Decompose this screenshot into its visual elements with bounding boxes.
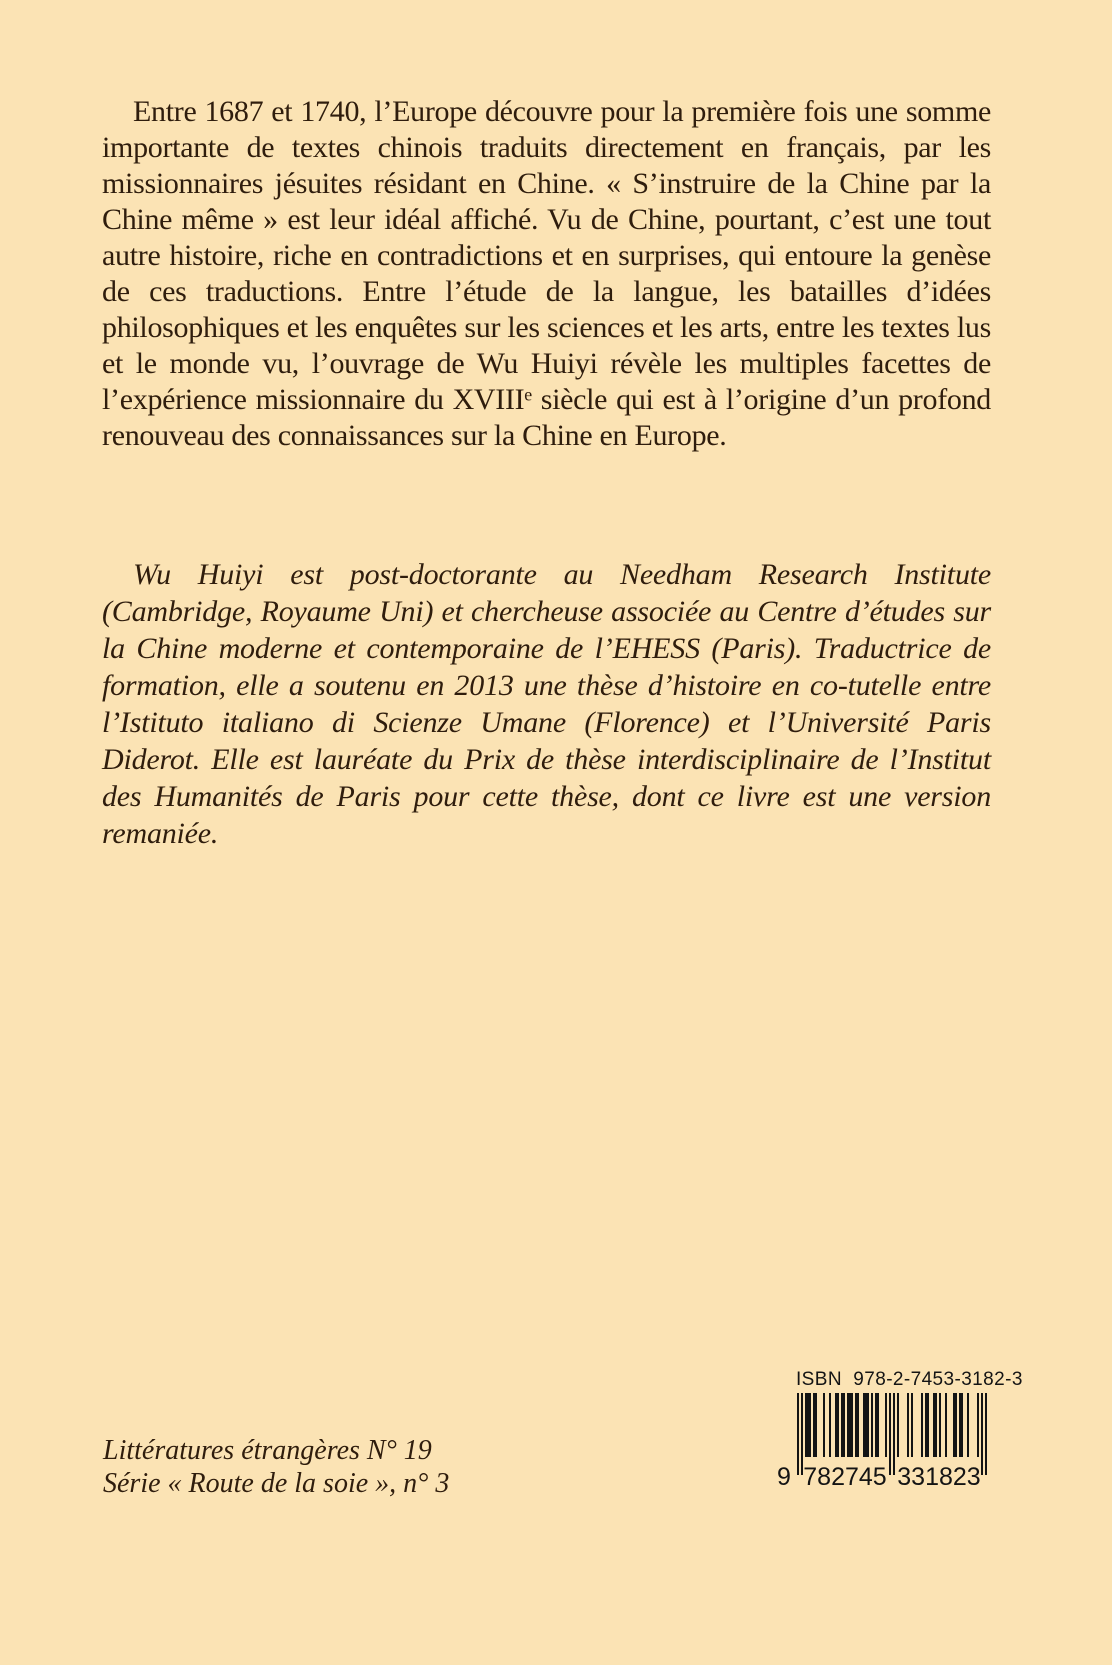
barcode-bar [841, 1393, 843, 1457]
barcode-bar [933, 1393, 935, 1457]
barcode-bar [939, 1393, 941, 1457]
barcode-bar [805, 1393, 807, 1457]
barcode-bar [871, 1393, 873, 1457]
barcode-digits-right: 331823 [897, 1463, 981, 1487]
series-info [103, 1434, 449, 1500]
barcode-bar [813, 1393, 815, 1457]
barcode-bar [921, 1393, 923, 1457]
barcode-bar [847, 1393, 849, 1457]
barcode-digit-first: 9 [777, 1463, 791, 1487]
barcode-bar [985, 1393, 987, 1475]
barcode-bar [925, 1393, 927, 1457]
barcode-bar [829, 1393, 831, 1457]
barcode-bar [855, 1393, 857, 1457]
barcode-bar [897, 1393, 899, 1457]
isbn-block [775, 1369, 1023, 1487]
barcode-bar [955, 1393, 957, 1457]
author-bio-paragraph: Wu Huiyi est post-doctorante au Needham Research Institute (Cambridge, Royaume Uni) et chercheuse associée au Centre d’études sur la Chine moderne et contemporaine de l’EHESS (Paris). Traductrice de formation, elle a soutenu en 2013 une thèse d’histoire en co-tutelle entre l’Istituto italiano di Scienze Umane (Florence) et l’Université Paris Diderot. Elle est lauréate du Prix de thèse interdisciplinaire de l’Institut des Humanités de Paris pour cette thèse, dont ce livre est une version remaniée. [102, 558, 991, 850]
barcode-bar [875, 1393, 877, 1457]
barcode-bar [927, 1393, 929, 1457]
barcode-bar [953, 1393, 955, 1457]
barcode-bar [857, 1393, 859, 1457]
barcode-bar [807, 1393, 809, 1457]
barcode-bar [977, 1393, 979, 1457]
barcode-bar [981, 1393, 983, 1475]
barcode-bar [961, 1393, 963, 1457]
barcode-bar [797, 1393, 799, 1475]
barcode-bar [877, 1393, 879, 1457]
barcode-bar [835, 1393, 837, 1457]
barcode-bar [843, 1393, 845, 1457]
barcode-bar [959, 1393, 961, 1457]
barcode-bar [837, 1393, 839, 1457]
barcode-bar [823, 1393, 825, 1457]
barcode-bar [911, 1393, 913, 1457]
collection-line: Littératures étrangères N° 19 [103, 1435, 432, 1466]
series-number-line: Série « Route de la soie », n° 3 [103, 1468, 450, 1499]
synopsis-paragraph: Entre 1687 et 1740, l’Europe découvre pour la première fois une somme importante de textes chinois traduits directement en français, par les missionnaires jésuites résidant en Chine. « S’instruire de la Chine par la Chine même » est leur idéal affiché. Vu de Chine, pourtant, c’est une tout autre histoire, riche en contradictions et en surprises, qui entoure la genèse de ces traductions. Entre l’étude de la langue, les batailles d’idées philosophiques et les enquêtes sur les sciences et les arts, entre les textes lus et le monde vu, l’ouvrage de Wu Huiyi révèle les multiples facettes de l’expérience missionnaire du XVIIIᵉ siècle qui est à l’origine d’un profond renouveau des connaissances sur la Chine en Europe. [102, 95, 991, 452]
barcode-bar [865, 1393, 867, 1457]
barcode-bar [967, 1393, 969, 1457]
isbn-label: ISBN 978-2-7453-3182-3 [796, 1369, 1023, 1390]
barcode-bar [935, 1393, 937, 1457]
barcode-bar [809, 1393, 811, 1457]
barcode-bar [851, 1393, 853, 1457]
barcode-digits-left: 782745 [803, 1463, 887, 1487]
ean13-barcode [775, 1393, 991, 1487]
barcode-bar [907, 1393, 909, 1457]
barcode-bar [945, 1393, 947, 1457]
barcode-bar [863, 1393, 865, 1457]
barcode-bar [867, 1393, 869, 1457]
barcode-bar [893, 1393, 895, 1475]
barcode-bar [815, 1393, 817, 1457]
barcode-bar [849, 1393, 851, 1457]
barcode-bar [885, 1393, 887, 1457]
barcode-bar [889, 1393, 891, 1475]
